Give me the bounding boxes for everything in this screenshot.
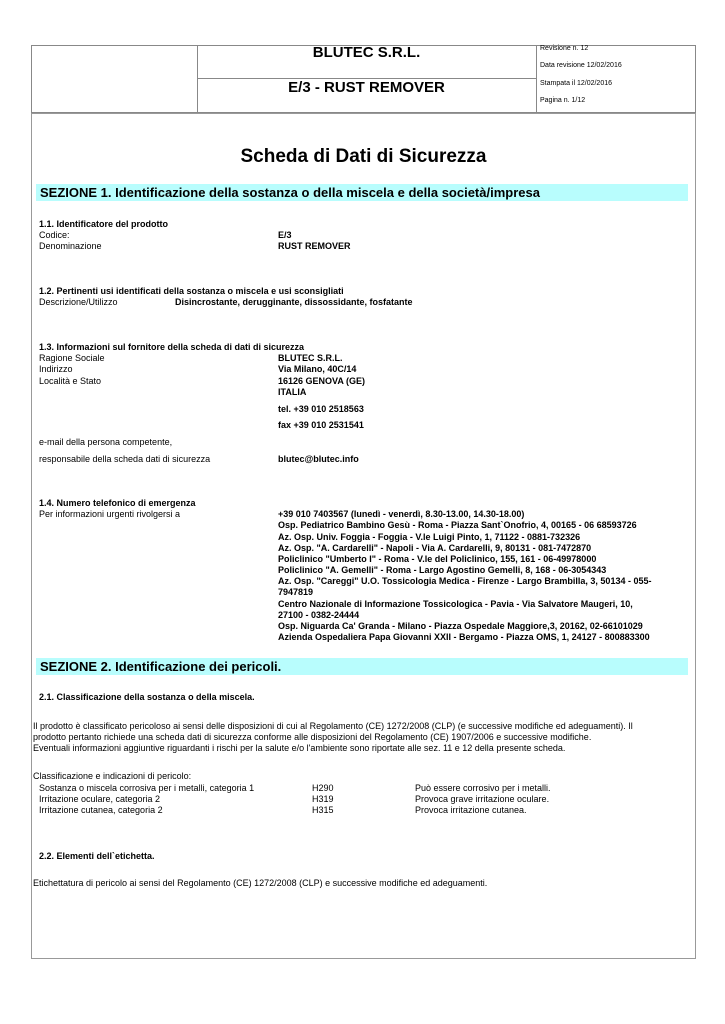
- emergency-line: 7947819: [278, 587, 314, 597]
- emergency-line: Azienda Ospedaliera Papa Giovanni XXII - Bergamo - Piazza OMS, 1, 24127 - 800883300: [278, 632, 650, 642]
- emergency-line: +39 010 7403567 (lunedì - venerdì, 8.30-13.00, 14.30-18.00): [278, 509, 525, 519]
- subsection-1-3-title: 1.3. Informazioni sul fornitore della scheda di dati di sicurezza: [39, 342, 305, 352]
- header-product: E/3 - RUST REMOVER: [288, 79, 445, 96]
- emergency-line: Policlinico "Umberto I" - Roma - V.le del Policlinico, 155, 161 - 06-49978000: [278, 554, 597, 564]
- header-divider: [536, 45, 537, 113]
- hazard-class: Sostanza o miscela corrosiva per i metalli, categoria 1: [39, 783, 255, 793]
- use-label: Descrizione/Utilizzo: [39, 297, 118, 307]
- hazard-statement: Provoca grave irritazione oculare.: [415, 794, 550, 804]
- hazard-statement: Può essere corrosivo per i metalli.: [415, 783, 551, 793]
- section-2-header: [36, 658, 688, 675]
- section-1-header: [36, 184, 688, 201]
- code-value: E/3: [278, 230, 292, 240]
- hazard-class: Irritazione cutanea, categoria 2: [39, 805, 163, 815]
- classification-list-title: Classificazione e indicazioni di pericolo:: [33, 771, 192, 781]
- hazard-code: H290: [312, 783, 334, 793]
- company-label: Ragione Sociale: [39, 353, 105, 363]
- emergency-label: Per informazioni urgenti rivolgersi a: [39, 509, 181, 519]
- section-2-title: SEZIONE 2. Identificazione dei pericoli.: [40, 659, 282, 674]
- hazard-code: H319: [312, 794, 334, 804]
- address-label: Indirizzo: [39, 364, 73, 374]
- emergency-line: Osp. Niguarda Ca' Granda - Milano - Piazza Ospedale Maggiore,3, 20162, 02-66101029: [278, 621, 643, 631]
- labelling-paragraph: Etichettatura di pericolo ai sensi del Regolamento (CE) 1272/2008 (CLP) e successive modifiche ed adeguamenti.: [33, 878, 488, 888]
- hazard-statement: Provoca irritazione cutanea.: [415, 805, 527, 815]
- emergency-line: Centro Nazionale di Informazione Tossicologica - Pavia - Via Salvatore Maugeri, 10,: [278, 599, 633, 609]
- company-value: BLUTEC S.R.L.: [278, 353, 343, 363]
- page-title: Scheda di Dati di Sicurezza: [240, 146, 487, 167]
- name-label: Denominazione: [39, 241, 102, 251]
- hazard-code: H315: [312, 805, 334, 815]
- page-number: Pagina n. 1/12: [540, 97, 586, 104]
- emergency-line: 27100 - 0382-24444: [278, 610, 360, 620]
- emergency-line: Policlinico "A. Gemelli" - Roma - Largo Agostino Gemelli, 8, 168 - 06-3054343: [278, 565, 607, 575]
- header-company: BLUTEC S.R.L.: [312, 44, 421, 61]
- revision-number: Revisione n. 12: [540, 45, 589, 52]
- city-label: Località e Stato: [39, 376, 102, 386]
- email-value: blutec@blutec.info: [278, 454, 359, 464]
- city-value: 16126 GENOVA (GE): [278, 376, 366, 386]
- fax-number: fax +39 010 2531541: [278, 420, 364, 430]
- revision-date: Data revisione 12/02/2016: [540, 62, 622, 69]
- emergency-line: Az. Osp. Univ. Foggia - Foggia - V.le Luigi Pinto, 1, 71122 - 0881-732326: [278, 532, 581, 542]
- subsection-1-4-title: 1.4. Numero telefonico di emergenza: [39, 498, 196, 508]
- hazard-class: Irritazione oculare, categoria 2: [39, 794, 161, 804]
- email-label-line-1: e-mail della persona competente,: [39, 437, 173, 447]
- emergency-line: Az. Osp. "A. Cardarelli" - Napoli - Via A. Cardarelli, 9, 80131 - 081-7472870: [278, 543, 592, 553]
- classification-paragraph-line: Eventuali informazioni aggiuntive riguardanti i rischi per la salute e/o l'ambiente sono riportate alle sez. 11 e 12 della presente scheda.: [33, 743, 566, 753]
- subsection-2-1-title: 2.1. Classificazione della sostanza o della miscela.: [39, 692, 255, 702]
- subsection-1-2-title: 1.2. Pertinenti usi identificati della sostanza o miscela e usi sconsigliati: [39, 286, 344, 296]
- emergency-line: Az. Osp. "Careggi" U.O. Tossicologia Medica - Firenze - Largo Brambilla, 3, 50134 - 055-: [278, 576, 652, 586]
- email-label-line-2: responsabile della scheda dati di sicurezza: [39, 454, 211, 464]
- subsection-1-1-title: 1.1. Identificatore del prodotto: [39, 219, 169, 229]
- classification-paragraph-line: Il prodotto è classificato pericoloso ai sensi delle disposizioni di cui al Regolamento (CE) 1272/2008 (CLP) (e successive modifiche ed adeguamenti). Il: [33, 721, 633, 731]
- use-value: Disincrostante, derugginante, dissossidante, fosfatante: [175, 297, 413, 307]
- address-value: Via Milano, 40C/14: [278, 364, 357, 374]
- emergency-line: Osp. Pediatrico Bambino Gesù - Roma - Piazza Sant`Onofrio, 4, 00165 - 06 68593726: [278, 520, 637, 530]
- phone-number: tel. +39 010 2518563: [278, 404, 364, 414]
- name-value: RUST REMOVER: [278, 241, 351, 251]
- classification-paragraph-line: prodotto pertanto richiede una scheda dati di sicurezza conforme alle disposizioni del Regolamento (CE) 1907/2006 e successive modifiche.: [33, 732, 592, 742]
- subsection-2-2-title: 2.2. Elementi dell`etichetta.: [39, 851, 155, 861]
- code-label: Codice:: [39, 230, 70, 240]
- print-date: Stampata il 12/02/2016: [540, 80, 612, 87]
- section-1-title: SEZIONE 1. Identificazione della sostanza o della miscela e della società/impresa: [40, 185, 540, 200]
- country-value: ITALIA: [278, 387, 307, 397]
